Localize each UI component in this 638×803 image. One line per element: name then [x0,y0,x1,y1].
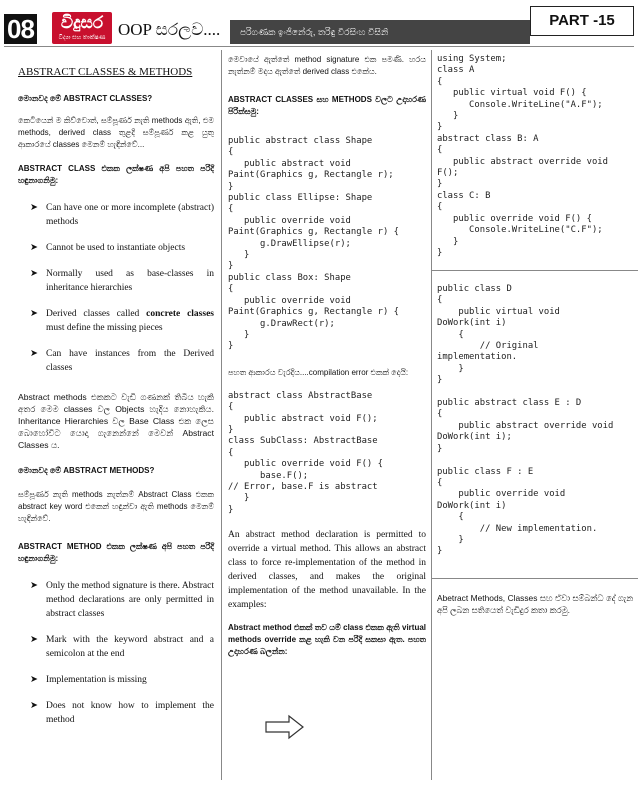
code-example-dowork: public class D { public virtual void DoWork(int i) { // Original implementation. } } public abstract class E : D { public abstract override void DoWork(int i); } public class F : E { public override void DoWork(int i) { // New implementation. } } [437,284,614,557]
brand-subtitle: විද්‍යා සහ තාක්ෂණ [58,35,106,41]
header-divider [4,46,634,47]
column-2 [228,54,426,658]
list-item: ➤ Derived classes called concrete classes must define the missing pieces [30,308,214,333]
column-divider-2 [431,50,432,780]
error-intro: පහත ආකාරය වැරදිය....compilation error එකක් දෙයි: [228,367,409,377]
code-example-shape: public abstract class Shape { public abstract void Paint(Graphics g, Rectangle r); } public class Ellipse: Shape { public override void Paint(Graphics g, Rectangle r) { g.DrawEllipse(r); } } public class Box: Shape { public override void Paint(Graphics g, Rectangle r) { g.DrawRect(r); } } [228,136,399,352]
column-3-lower [437,284,635,558]
question-abstract-methods: මොනවද මේ ABSTRACT METHODS? [18,465,155,475]
issue-number: 08 [4,14,37,44]
list-item: ➤ Normally used as base-classes in inheritance hierarchies [30,268,214,293]
arrow-bullet-icon: ➤ [30,634,38,645]
question-abstract-classes: මොනවද මේ ABSTRACT CLASSES? [18,93,153,103]
list-item: ➤ Implementation is missing [30,674,147,685]
code-example-override: using System; class A { public virtual void F() { Console.WriteLine("A.F"); } } abstract class B: A { public abstract override void F(); } class C: B { public override void F() { Console.WriteLine("C.F"); } } [437,54,608,258]
class-features-heading: ABSTRACT CLASS එකක ලක්ෂණ අපි පහත පරිදි හඳුනාගනිමු: [18,163,214,185]
brand-logo [52,12,112,44]
concrete-classes-term: concrete classes [146,308,214,319]
arrow-bullet-icon: ➤ [30,700,38,711]
method-features-heading: ABSTRACT METHOD එකක ලක්ෂණ අපි පහත පරිදි හඳුනාගනිමු: [18,541,214,563]
column-divider-1 [221,50,222,780]
column-1 [18,66,214,739]
method-features-list [18,579,214,727]
right-arrow-icon [265,714,305,740]
list-item: ➤ Can have instances from the Derived classes [30,348,214,373]
arrow-bullet-icon: ➤ [30,580,38,591]
column-3-divider-1 [431,270,638,271]
arrow-bullet-icon: ➤ [30,674,38,685]
arrow-bullet-icon: ➤ [30,268,38,279]
abstract-method-definition: සම්පූර්ණ නැති methods නැත්නම් Abstract Class එකක abstract key word එකෙන් හඳුන්වා ඇති methods මෙනම් හැඳින්වේ. [18,489,214,523]
arrow-bullet-icon: ➤ [30,202,38,213]
list-item: ➤ Only the method signature is there. Abstract method declarations are only permitted in abstract classes [30,580,214,619]
arrow-bullet-icon: ➤ [30,242,38,253]
arrow-bullet-icon: ➤ [30,308,38,319]
override-note: Abstract method එකක් තව යම් class එකක ඇති virtual methods override කළ හැකි වන පරිදි සකසා ඇත. පහත උදාහරණ බලන්න: [228,623,426,657]
brand-name: විදුසර [60,13,104,32]
signature-note: මෙවායේ ඇත්තේ method signature එක පමණි. හරය නැත්නම් මදය ඇත්තේ derived class එකේය. [228,55,426,76]
section-title: ABSTRACT CLASSES & METHODS [18,66,193,78]
code-example-error: abstract class AbstractBase { public abstract void F(); } class SubClass: AbstractBase { public override void F() { base.F(); // Error, base.F is abstract } } [228,390,383,515]
list-item: ➤ Can have one or more incomplete (abstract) methods [30,202,214,227]
list-item: ➤ Mark with the keyword abstract and a semicolon at the end [30,634,214,659]
part-label: PART -15 [530,6,634,36]
list-item: ➤ Does not know how to implement the method [30,700,214,725]
abstract-class-definition: කෙටියෙන් ම කිව්වොත්, සම්පූර්ණ නැති methods ඇති, එම methods, derived class තුළදි සම්පූර්ණ කළ යුතු ආකාරයේ classes මෙනම් හැඳින්වේ... [18,115,214,149]
override-explanation: An abstract method declaration is permitted to override a virtual method. This allows an abstract class to force re-implementation of the method in derived classes, and makes the original implementation of the method unavailable. In the examples: [228,530,426,611]
abstract-classes-explanation: Abstract methods එකකට වැඩි ගණනක් තිබිය හැකි අතර මෙම classes වල Objects හැදිය නොහැකිය. Inheritance Hierarchies වල Base Class එක ලෙස බොහෝවිට යොදා ගැනෙන්නේ මෙවන් Abstract Classes ය. [18,391,214,450]
column-3 [437,54,635,259]
arrow-bullet-icon: ➤ [30,348,38,359]
series-title: OOP සරලව.... [118,20,221,39]
closing-note: Abetract Methods, Classes සහ ඒවා සම්බන්ධ දේ ගැන අපි ලබන සතියෙත් වැඩිදුර කතා කරමු. [437,593,633,615]
column-3-divider-2 [431,578,638,579]
author-banner: පරිගණක ඉංජිනේරු, තරිඳු වීරසිංහ විසිනි [230,20,530,44]
list-item: ➤ Cannot be used to instantiate objects [30,242,186,253]
examples-heading: ABSTRACT CLASSES සහ METHODS වලට උදාහරණ පිරික්සමු: [228,95,426,116]
class-features-list [18,201,214,375]
